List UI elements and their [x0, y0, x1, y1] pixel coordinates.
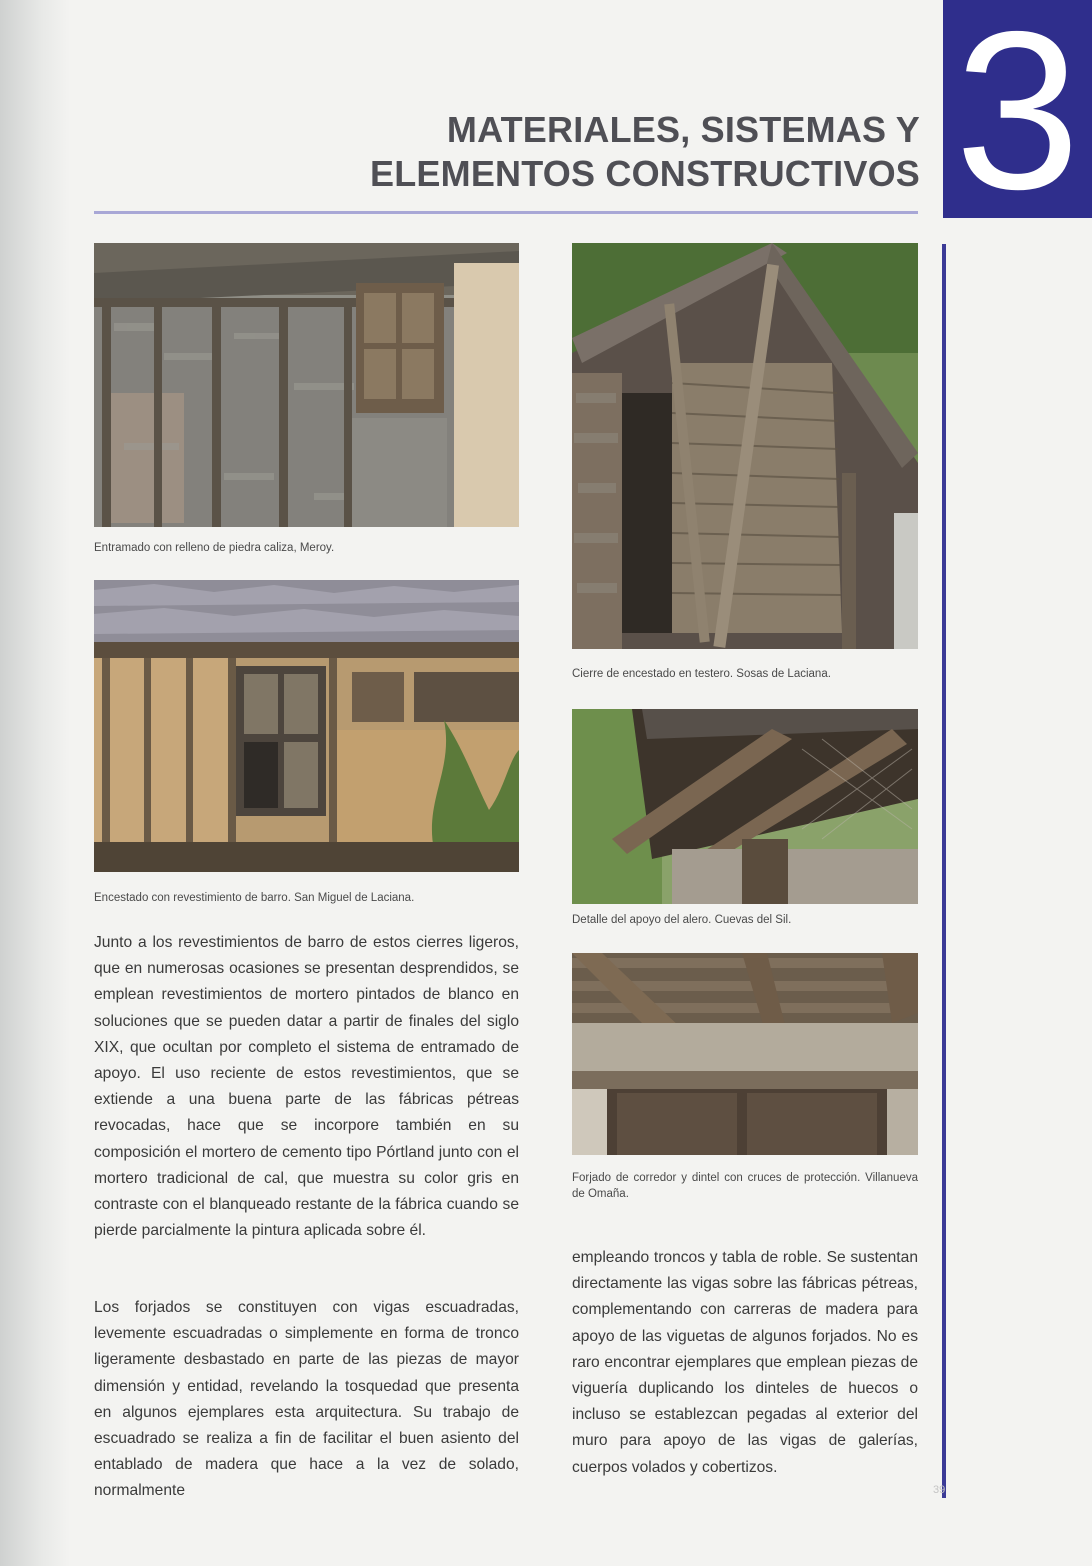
photo-encestado-san-miguel: [94, 580, 519, 872]
caption-photo-5: Forjado de corredor y dintel con cruces de protección. Villanueva de Omaña.: [572, 1172, 918, 1200]
caption-photo-3: Cierre de encestado en testero. Sosas de Laciana.: [572, 668, 831, 680]
chapter-number: 3: [954, 0, 1081, 218]
body-paragraph-1: Junto a los revestimientos de barro de estos cierres ligeros, que en numerosas ocasiones se presentan desprendidos, se emplean revestimientos de mortero pintados de blanco en soluciones que se pueden datar a partir de finales del siglo XIX, que ocultan por completo el sistema de entramado de apoyo. El uso reciente de estos revestimientos, que se extiende a una buena parte de las fábricas pétreas revocadas, hace que se incorpore también en su composición el mortero de cemento tipo Pórtland junto con el mortero tradicional de cal, que muestra su color gris en contraste con el blanqueado restante de la fábrica cuando se pierde parcialmente la pintura aplicada sobre él.: [94, 934, 519, 1240]
page-title: [360, 108, 920, 196]
caption-photo-4: Detalle del apoyo del alero. Cuevas del Sil.: [572, 914, 792, 926]
woven-mud-wall-image: [94, 580, 519, 872]
photo-apoyo-alero-cuevas: [572, 709, 918, 904]
photo-entramado-meroy: [94, 243, 519, 527]
woven-gable-image: [572, 243, 918, 649]
caption-photo-2: Encestado con revestimiento de barro. San Miguel de Laciana.: [94, 892, 415, 904]
caption-photo-1: Entramado con relleno de piedra caliza, Meroy.: [94, 542, 335, 554]
photo-cierre-encestado-sosas: [572, 243, 918, 649]
page-gutter-shadow: [0, 0, 70, 1566]
gallery-floor-lintel-image: [572, 953, 918, 1155]
title-divider: [94, 211, 918, 214]
body-paragraph-3: empleando troncos y tabla de roble. Se sustentan directamente las vigas sobre las fábricas pétreas, complementando con carreras de madera para apoyo de las viguetas de algunos forjados. No es raro encontrar ejemplares que emplean piezas de viguería duplicando los dinteles de huecos o incluso se establezcan pegadas al exterior del muro para apoyo de las vigas de galerías, cuerpos volados y cobertizos.: [572, 1249, 918, 1476]
photo-forjado-villanueva: [572, 953, 918, 1155]
chapter-tab: [943, 0, 1092, 218]
timber-frame-stone-wall-image: [94, 243, 519, 527]
page-number: 39: [933, 1484, 946, 1496]
right-margin-rule: [942, 244, 946, 1498]
eave-support-image: [572, 709, 918, 904]
page-title-line-1: MATERIALES, SISTEMAS Y: [446, 109, 920, 150]
body-paragraph-2: Los forjados se constituyen con vigas escuadradas, levemente escuadradas o simplemente en forma de tronco ligeramente desbastado en parte de las piezas de mayor dimensión y entidad, revelando la tosquedad que presenta en algunos ejemplares esta arquitectura. Su trabajo de escuadrado se realiza a fin de facilitar el buen asiento del entablado de madera que hace a la vez de solado, normalmente: [94, 1299, 519, 1500]
page-title-line-2: ELEMENTOS CONSTRUCTIVOS: [370, 153, 920, 194]
